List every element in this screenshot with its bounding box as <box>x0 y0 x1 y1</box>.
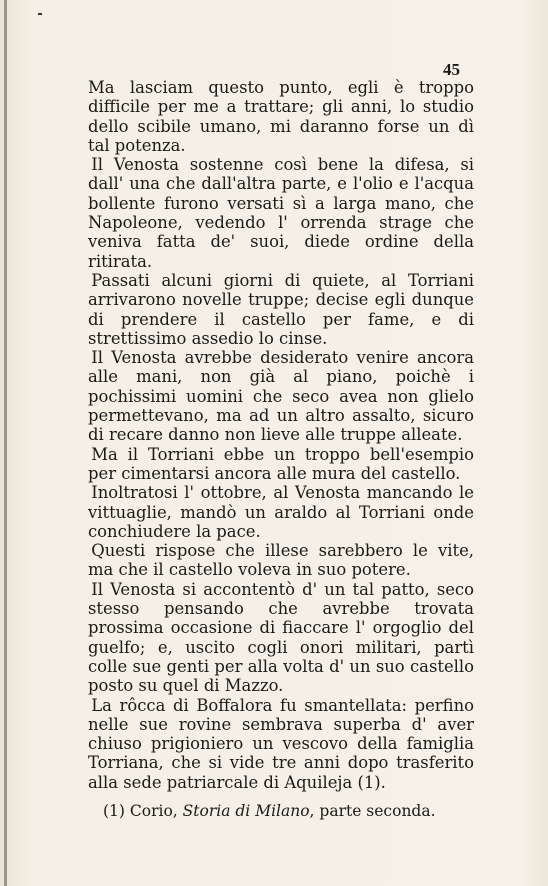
paragraph-8: Il Venosta si accontentò d' un tal patto, seco stesso pensando che avrebbe trovata prossima occasione di fiaccare l' orgoglio del guelfo; e, uscito cogli onori militari, partì colle sue genti per alla volta d' un suo castello posto su quel di Mazzo. <box>88 579 474 696</box>
footnote <box>103 802 463 821</box>
footnote-author: Corio, <box>129 802 178 820</box>
page-spine-shadow <box>4 0 7 886</box>
footnote-work-title: Storia di Milano <box>182 802 310 820</box>
paragraph-1: Ma lasciam questo punto, egli è troppo difficile per me a trattare; gli anni, lo studio dello scibile umano, mi daranno forse un dì tal potenza. <box>88 78 474 155</box>
paragraph-5: Ma il Torriani ebbe un troppo bell'esempio per cimentarsi ancora alle mura del castello. <box>88 444 474 483</box>
body-text <box>88 78 474 792</box>
footnote-marker: (1) <box>103 802 125 820</box>
paragraph-3: Passati alcuni giorni di quiete, al Torriani arrivarono novelle truppe; decise egli dunque di prendere il castello per fame, e di strettissimo assedio lo cinse. <box>88 270 474 348</box>
paragraph-7: Questi rispose che illese sarebbero le vite, ma che il castello voleva in suo potere. <box>88 541 474 580</box>
print-speck <box>38 13 42 15</box>
paragraph-4: Il Venosta avrebbe desiderato venire ancora alle mani, non già al piano, poichè i pochissimi uomini che seco avea non glielo permettevano, ma ad un altro assalto, sicuro di recare danno non lieve alle truppe alleate. <box>88 348 474 445</box>
paragraph-2: Il Venosta sostenne così bene la difesa, si dall' una che dall'altra parte, e l'olio e l'acqua bollente furono versati sì a larga mano, che Napoleone, vedendo l' orrenda strage che veniva fatta de' suoi, diede ordine della ritirata. <box>88 155 474 271</box>
paragraph-6: Inoltratosi l' ottobre, al Venosta mancando le vittuaglie, mandò un araldo al Torriani onde conchiudere la pace. <box>88 483 474 541</box>
paragraph-9: La rôcca di Boffalora fu smantellata: perfino nelle sue rovine sembrava superba d' aver chiuso prigioniero un vescovo della famiglia Torriana, che si vide tre anni dopo trasferito alla sede patriarcale di Aquileja (1). <box>88 695 474 792</box>
footnote-rest: , parte seconda. <box>309 802 436 820</box>
page-number: 45 <box>443 60 460 79</box>
